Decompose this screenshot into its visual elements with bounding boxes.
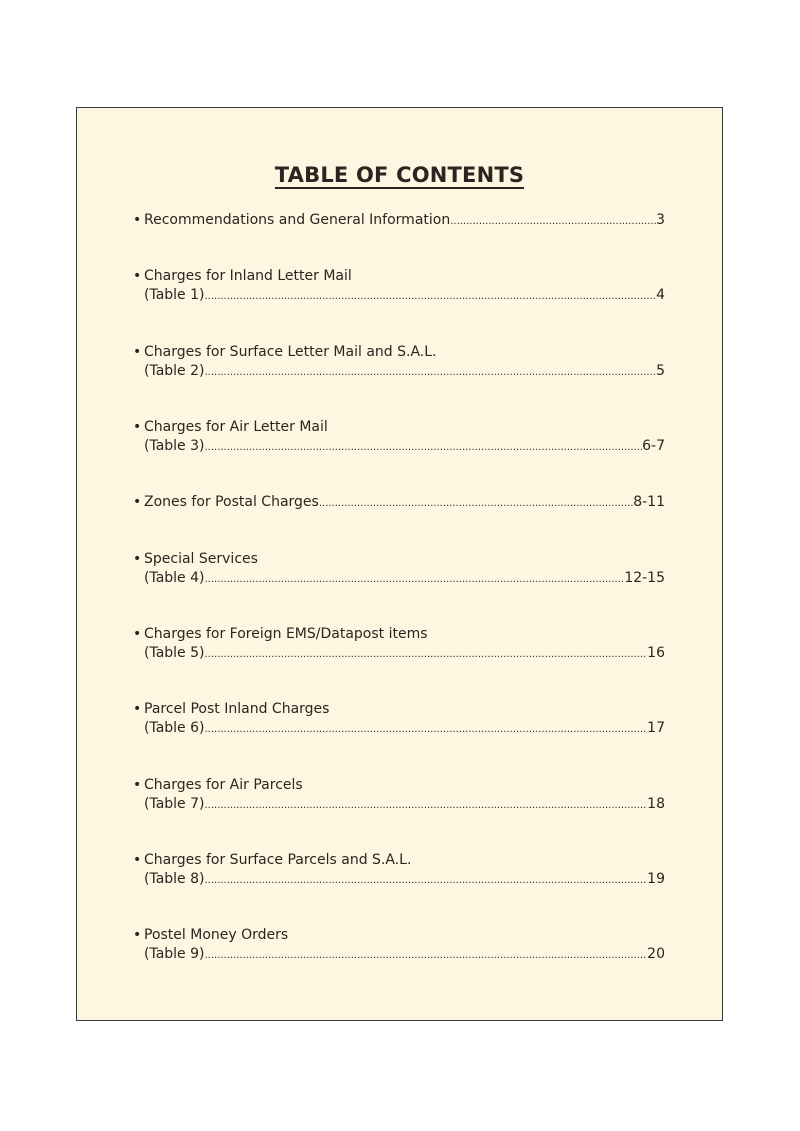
toc-entry-table-ref: (Table 8) <box>144 871 205 887</box>
toc-entry-special-services[interactable] <box>133 550 665 588</box>
toc-page-number: 12-15 <box>624 570 665 586</box>
toc-entry-inland-letter-mail[interactable] <box>133 267 665 305</box>
toc-entry-table-ref: (Table 2) <box>144 363 205 379</box>
dot-leader <box>319 494 633 513</box>
dot-leader <box>450 212 656 231</box>
toc-entry-air-letter-mail[interactable] <box>133 418 665 456</box>
toc-entry-surface-parcels[interactable] <box>133 851 665 889</box>
toc-page-number: 4 <box>656 287 665 303</box>
bullet: • <box>133 268 142 284</box>
toc-page-number: 17 <box>647 720 665 736</box>
toc-page-number: 19 <box>647 871 665 887</box>
toc-page-number: 5 <box>656 363 665 379</box>
toc-entry-table-ref: (Table 9) <box>144 946 205 962</box>
bullet: • <box>133 927 142 943</box>
bullet: • <box>133 551 142 567</box>
dot-leader <box>204 796 647 815</box>
toc-entry-table-ref: (Table 7) <box>144 796 205 812</box>
toc-entry-label: Parcel Post Inland Charges <box>144 701 330 717</box>
toc-entry-air-parcels[interactable] <box>133 776 665 814</box>
bullet: • <box>133 344 142 360</box>
toc-page-number: 3 <box>656 212 665 228</box>
toc-page-number: 20 <box>647 946 665 962</box>
toc-entry-foreign-ems[interactable] <box>133 625 665 663</box>
toc-entry-label: Charges for Air Letter Mail <box>144 419 328 435</box>
toc-entry-zones-postal-charges[interactable] <box>133 493 665 512</box>
toc-page-number: 8-11 <box>633 494 665 510</box>
toc-entry-label: Charges for Surface Parcels and S.A.L. <box>144 852 412 868</box>
dot-leader <box>204 871 647 890</box>
toc-entry-label: Charges for Inland Letter Mail <box>144 268 352 284</box>
page-title: TABLE OF CONTENTS <box>274 163 525 187</box>
dot-leader <box>204 363 656 382</box>
contents-panel <box>76 107 723 1021</box>
toc-page-number: 16 <box>647 645 665 661</box>
toc-entry-label: Postel Money Orders <box>144 927 289 943</box>
dot-leader <box>204 720 647 739</box>
dot-leader <box>204 645 647 664</box>
toc-entry-recommendations[interactable] <box>133 211 665 230</box>
toc-entry-label: Special Services <box>144 551 258 567</box>
toc-entry-label: Recommendations and General Information <box>144 212 451 228</box>
bullet: • <box>133 494 142 510</box>
toc-page-number: 18 <box>647 796 665 812</box>
toc-entry-parcel-post-inland[interactable] <box>133 700 665 738</box>
bullet: • <box>133 777 142 793</box>
bullet: • <box>133 419 142 435</box>
toc-entry-surface-letter-mail[interactable] <box>133 343 665 381</box>
bullet: • <box>133 212 142 228</box>
toc-entry-table-ref: (Table 5) <box>144 645 205 661</box>
toc-entry-money-orders[interactable] <box>133 926 665 964</box>
toc-entry-label: Charges for Foreign EMS/Datapost items <box>144 626 428 642</box>
dot-leader <box>204 570 624 589</box>
bullet: • <box>133 626 142 642</box>
toc-page-number: 6-7 <box>642 438 665 454</box>
dot-leader <box>204 946 647 965</box>
dot-leader <box>204 287 656 306</box>
bullet: • <box>133 701 142 717</box>
toc-entry-label: Zones for Postal Charges <box>144 494 319 510</box>
dot-leader <box>204 438 642 457</box>
bullet: • <box>133 852 142 868</box>
toc-entry-table-ref: (Table 6) <box>144 720 205 736</box>
toc-entry-label: Charges for Surface Letter Mail and S.A.L. <box>144 344 437 360</box>
toc-entry-table-ref: (Table 3) <box>144 438 205 454</box>
toc-entry-table-ref: (Table 1) <box>144 287 205 303</box>
toc-entry-table-ref: (Table 4) <box>144 570 205 586</box>
toc-entry-label: Charges for Air Parcels <box>144 777 303 793</box>
